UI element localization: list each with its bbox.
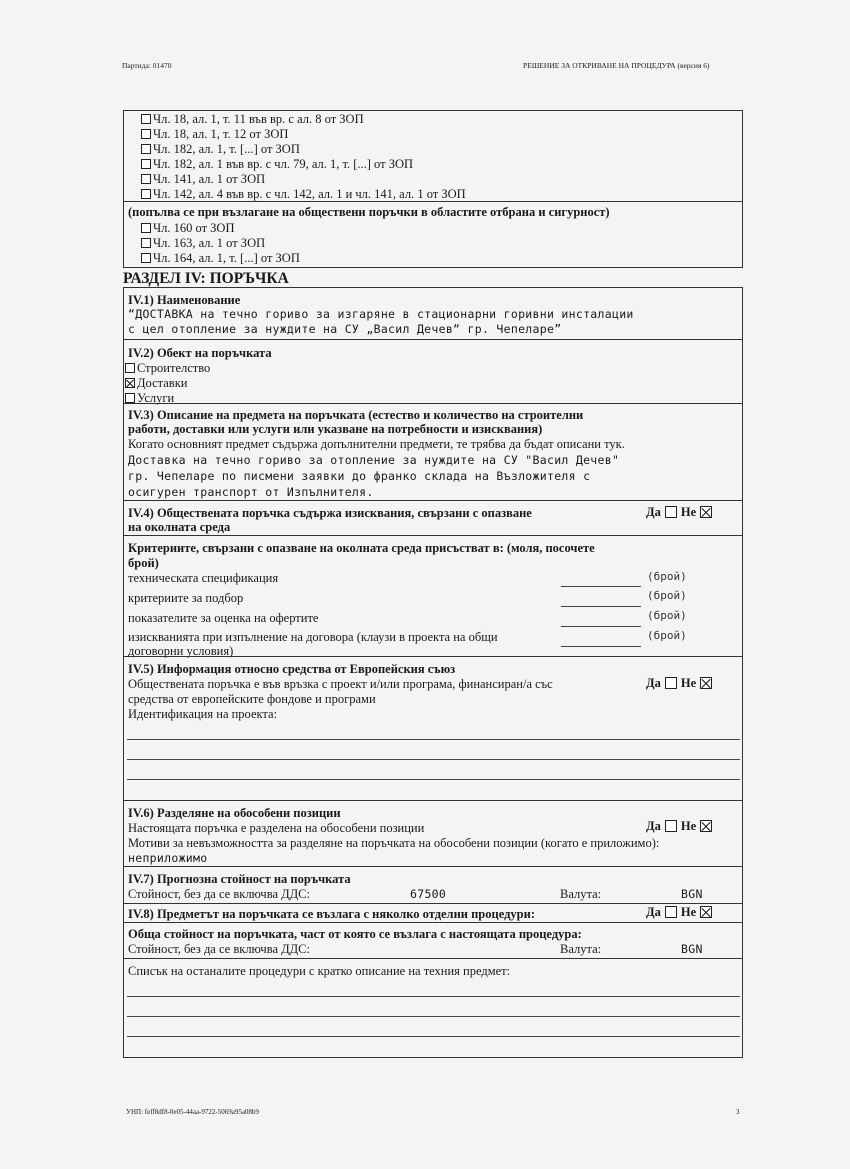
divider xyxy=(123,403,743,404)
yes-checkbox[interactable] xyxy=(665,506,677,518)
iv1-title: IV.1) Наименование xyxy=(128,293,241,307)
iv3-title: IV.3) Описание на предмета на поръчката (естество и количество на строителни xyxy=(128,408,584,422)
iv5-question: средства от европейските фондове и програми xyxy=(128,692,376,706)
iv8-list-label: Списък на останалите процедури с кратко описание на техния предмет: xyxy=(128,964,511,978)
list-line[interactable] xyxy=(127,1016,740,1017)
checkbox[interactable] xyxy=(125,363,135,373)
divider xyxy=(123,922,743,923)
yes-checkbox[interactable] xyxy=(665,906,677,918)
checkbox[interactable] xyxy=(141,159,151,169)
checkbox[interactable] xyxy=(141,253,151,263)
project-id-line[interactable] xyxy=(127,759,740,760)
defense-item[interactable] xyxy=(141,236,265,250)
criteria-label: договорни условия) xyxy=(128,644,234,658)
iv1-value: “ДОСТАВКА на течно гориво за изгаряне в стационарни горивни инсталации xyxy=(128,307,634,321)
list-line[interactable] xyxy=(127,996,740,997)
no-checkbox-checked[interactable] xyxy=(700,677,712,689)
legal-item-label: Чл. 182, ал. 1 във вр. с чл. 79, ал. 1, т. [...] от ЗОП xyxy=(153,157,414,171)
legal-item-label: Чл. 141, ал. 1 от ЗОП xyxy=(153,172,266,186)
page-number: 3 xyxy=(736,1108,740,1116)
criteria-input-line[interactable] xyxy=(561,626,641,627)
checkbox[interactable] xyxy=(141,189,151,199)
document-title: РЕШЕНИЕ ЗА ОТКРИВАНЕ НА ПРОЦЕДУРА (версия 6) xyxy=(523,61,710,70)
no-label: Не xyxy=(680,819,697,833)
option-supplies[interactable] xyxy=(125,376,187,390)
legal-item[interactable] xyxy=(141,187,466,201)
criteria-input-line[interactable] xyxy=(561,586,641,587)
defense-item-label: Чл. 163, ал. 1 от ЗОП xyxy=(153,236,266,250)
iv5-yes-no[interactable] xyxy=(646,676,716,691)
iv8-title: IV.8) Предметът на поръчката се възлага с няколко отделни процедури: xyxy=(128,907,535,921)
divider xyxy=(123,800,743,801)
legal-item[interactable] xyxy=(141,142,300,156)
criteria-unit: (брой) xyxy=(647,629,687,642)
yes-label: Да xyxy=(646,819,661,833)
iv7-value-label: Стойност, без да се включва ДДС: xyxy=(128,887,310,901)
iv8-currency: BGN xyxy=(681,942,703,956)
divider xyxy=(123,201,743,202)
criteria-title: брой) xyxy=(128,556,159,570)
iv3-title: работи, доставки или услуги или указване на потребности и изисквания) xyxy=(128,422,543,436)
legal-item-label: Чл. 182, ал. 1, т. [...] от ЗОП xyxy=(153,142,300,156)
iv6-reasons-value: неприложимо xyxy=(128,851,208,865)
iv8-currency-label: Валута: xyxy=(560,942,602,956)
checkbox[interactable] xyxy=(141,238,151,248)
option-label: Услуги xyxy=(137,391,175,405)
criteria-label: изискванията при изпълнение на договора (клаузи в проекта на общи xyxy=(128,630,498,644)
criteria-title: Критериите, свързани с опазване на околната среда присъстват в: (моля, посочете xyxy=(128,541,595,555)
iv4-title: на околната среда xyxy=(128,520,231,534)
legal-item-label: Чл. 18, ал. 1, т. 12 от ЗОП xyxy=(153,127,289,141)
checkbox[interactable] xyxy=(141,114,151,124)
criteria-unit: (брой) xyxy=(647,609,687,622)
defense-item[interactable] xyxy=(141,221,234,235)
iv4-title: IV.4) Обществената поръчка съдържа изисквания, свързани с опазване xyxy=(128,506,532,520)
criteria-label: показателите за оценка на офертите xyxy=(128,611,319,625)
iv7-currency-label: Валута: xyxy=(560,887,602,901)
unp-footer: УНП: feff8df8-0e05-44aa-9722-5069a95a08b9 xyxy=(126,1108,259,1116)
no-label: Не xyxy=(680,505,697,519)
legal-item[interactable] xyxy=(141,157,413,171)
divider xyxy=(123,958,743,959)
checkbox[interactable] xyxy=(141,129,151,139)
project-id-line[interactable] xyxy=(127,739,740,740)
option-label: Строителство xyxy=(137,361,211,375)
criteria-label: техническата спецификация xyxy=(128,571,279,585)
iv5-question: Обществената поръчка е във връзка с проект и/или програма, финансиран/а със xyxy=(128,677,553,691)
iv6-reasons-label: Мотиви за невъзможността за разделяне на поръчката на обособени позиции (когато е приложимо): xyxy=(128,836,660,850)
divider xyxy=(123,500,743,501)
checkbox-checked[interactable] xyxy=(125,378,135,388)
list-line[interactable] xyxy=(127,1036,740,1037)
divider xyxy=(123,903,743,904)
iv7-title: IV.7) Прогнозна стойност на поръчката xyxy=(128,872,351,886)
iv8-total-title: Обща стойност на поръчката, част от която се възлага с настоящата процедура: xyxy=(128,927,582,941)
option-construction[interactable] xyxy=(125,361,210,375)
checkbox[interactable] xyxy=(125,393,135,403)
iv1-value: с цел отопление за нуждите на СУ „Васил Дечев“ гр. Чепеларе” xyxy=(128,322,562,336)
no-label: Не xyxy=(680,905,697,919)
iv4-yes-no[interactable] xyxy=(646,505,716,520)
checkbox[interactable] xyxy=(141,144,151,154)
checkbox[interactable] xyxy=(141,223,151,233)
iv6-title: IV.6) Разделяне на обособени позиции xyxy=(128,806,341,820)
iv5-title: IV.5) Информация относно средства от Европейския съюз xyxy=(128,662,456,676)
iv8-yes-no[interactable] xyxy=(646,905,716,920)
yes-checkbox[interactable] xyxy=(665,820,677,832)
criteria-unit: (брой) xyxy=(647,570,687,583)
batch-number: Партида: 01470 xyxy=(122,61,172,70)
defense-item[interactable] xyxy=(141,251,300,265)
iv3-value: гр. Чепеларе по писмени заявки до франко склада на Възложителя с xyxy=(128,469,591,483)
option-label: Доставки xyxy=(137,376,188,390)
criteria-label: критериите за подбор xyxy=(128,591,244,605)
criteria-unit: (брой) xyxy=(647,589,687,602)
legal-item[interactable] xyxy=(141,172,265,186)
no-checkbox-checked[interactable] xyxy=(700,820,712,832)
project-id-line[interactable] xyxy=(127,779,740,780)
divider xyxy=(123,339,743,340)
iv6-yes-no[interactable] xyxy=(646,819,716,834)
yes-label: Да xyxy=(646,676,661,690)
no-checkbox-checked[interactable] xyxy=(700,506,712,518)
defense-item-label: Чл. 164, ал. 1, т. [...] от ЗОП xyxy=(153,251,300,265)
no-label: Не xyxy=(680,676,697,690)
section-title: РАЗДЕЛ IV: ПОРЪЧКА xyxy=(123,270,289,287)
yes-label: Да xyxy=(646,905,661,919)
legal-item[interactable] xyxy=(141,127,288,141)
legal-item[interactable] xyxy=(141,112,364,126)
iv3-value: осигурен транспорт от Изпълнителя. xyxy=(128,485,374,499)
no-checkbox-checked[interactable] xyxy=(700,906,712,918)
legal-item-label: Чл. 18, ал. 1, т. 11 във вр. с ал. 8 от ЗОП xyxy=(153,112,364,126)
iv7-currency: BGN xyxy=(681,887,703,901)
iv3-value: Доставка на течно гориво за отопление за нуждите на СУ "Васил Дечев" xyxy=(128,453,620,467)
iv3-note: Когато основният предмет съдържа допълнителни предмети, те трябва да бъдат описани тук. xyxy=(128,437,625,451)
project-id-label: Идентификация на проекта: xyxy=(128,707,278,721)
yes-label: Да xyxy=(646,505,661,519)
divider xyxy=(123,866,743,867)
iv2-title: IV.2) Обект на поръчката xyxy=(128,346,272,360)
defense-title: (попълва се при възлагане на обществени поръчки в областите отбрана и сигурност) xyxy=(128,205,610,219)
legal-item-label: Чл. 142, ал. 4 във вр. с чл. 142, ал. 1 и чл. 141, ал. 1 от ЗОП xyxy=(153,187,466,201)
checkbox[interactable] xyxy=(141,174,151,184)
criteria-input-line[interactable] xyxy=(561,646,641,647)
defense-item-label: Чл. 160 от ЗОП xyxy=(153,221,235,235)
iv7-value: 67500 xyxy=(410,887,447,901)
criteria-input-line[interactable] xyxy=(561,606,641,607)
divider xyxy=(123,535,743,536)
iv8-value-label: Стойност, без да се включва ДДС: xyxy=(128,942,310,956)
iv6-question: Настоящата поръчка е разделена на обособени позиции xyxy=(128,821,425,835)
divider xyxy=(123,656,743,657)
yes-checkbox[interactable] xyxy=(665,677,677,689)
